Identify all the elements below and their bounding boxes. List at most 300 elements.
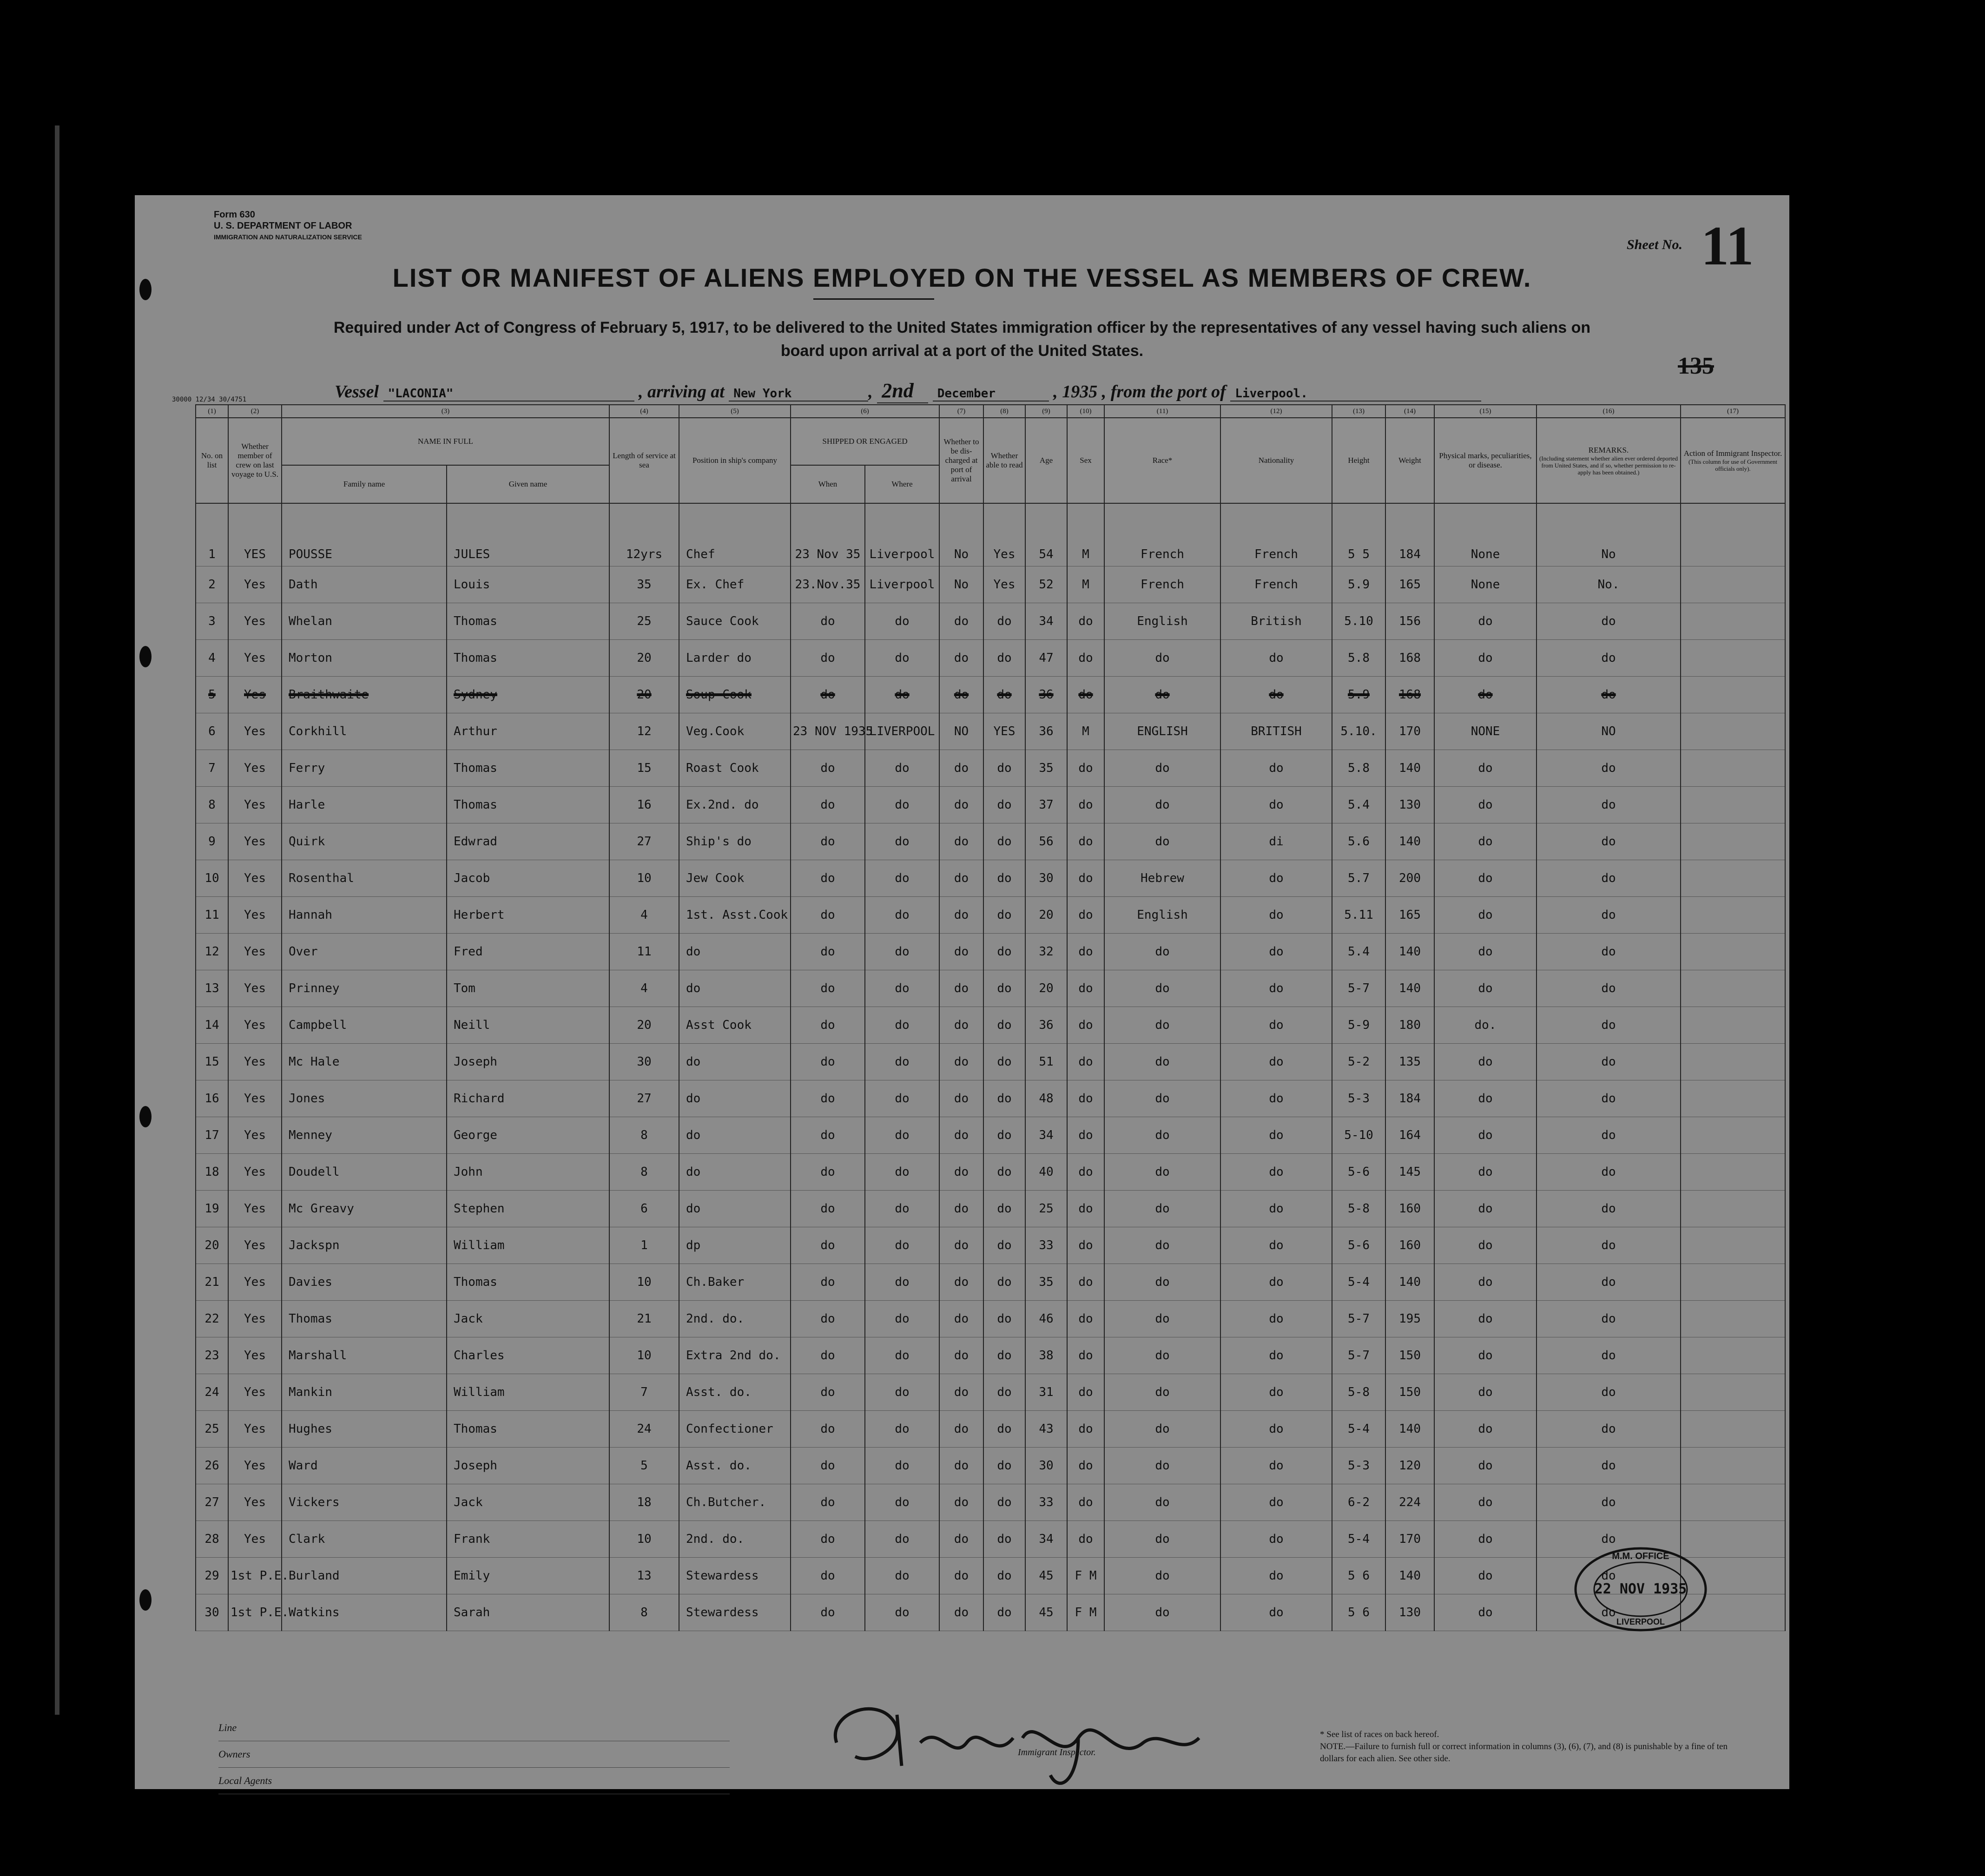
header-read: Whether able to read bbox=[983, 418, 1025, 503]
table-row bbox=[196, 603, 1785, 640]
cell-where: do bbox=[865, 897, 939, 934]
cell-member: Yes bbox=[228, 970, 282, 1007]
column-number: (8) bbox=[983, 405, 1025, 418]
cell-sex: do bbox=[1067, 934, 1104, 970]
cell-race: Hebrew bbox=[1104, 860, 1220, 897]
cell-remarks: do bbox=[1537, 1521, 1681, 1558]
cell-race: do bbox=[1104, 1227, 1220, 1264]
penalty-note: NOTE.—Failure to furnish full or correct information in columns (3), (6), (7), and (8) is punishable by a fine of ten dollars for each alien. See other side. bbox=[1320, 1742, 1728, 1764]
cell-action bbox=[1681, 860, 1785, 897]
cell-height: 5-7 bbox=[1332, 970, 1385, 1007]
cell-age: 34 bbox=[1025, 603, 1067, 640]
cell-service: 10 bbox=[609, 860, 679, 897]
cell-nationality: do bbox=[1220, 970, 1332, 1007]
cell-position: Jew Cook bbox=[679, 860, 791, 897]
arrival-year: , 1935 bbox=[1053, 382, 1098, 402]
cell-discharged: do bbox=[939, 860, 983, 897]
table-row bbox=[196, 640, 1785, 677]
cell-no: 27 bbox=[196, 1484, 228, 1521]
cell-when: do bbox=[791, 640, 865, 677]
cell-where: do bbox=[865, 1117, 939, 1154]
table-row bbox=[196, 1007, 1785, 1044]
cell-no: 15 bbox=[196, 1044, 228, 1080]
cell-family: Harle bbox=[282, 787, 447, 823]
cell-given: John bbox=[447, 1154, 609, 1191]
cell-family: Whelan bbox=[282, 603, 447, 640]
cell-position: Roast Cook bbox=[679, 750, 791, 787]
cell-action bbox=[1681, 640, 1785, 677]
cell-age: 37 bbox=[1025, 787, 1067, 823]
cell-where: do bbox=[865, 1594, 939, 1631]
cell-member: Yes bbox=[228, 1264, 282, 1301]
table-row bbox=[196, 1484, 1785, 1521]
cell-age: 31 bbox=[1025, 1374, 1067, 1411]
cell-no: 18 bbox=[196, 1154, 228, 1191]
cell-member: Yes bbox=[228, 1337, 282, 1374]
cell-physical: do bbox=[1434, 1227, 1537, 1264]
cell-action bbox=[1681, 934, 1785, 970]
cell-race: do bbox=[1104, 1521, 1220, 1558]
departure-port: Liverpool. bbox=[1230, 387, 1481, 402]
cell-remarks: do bbox=[1537, 1044, 1681, 1080]
cell-given: Sarah bbox=[447, 1594, 609, 1631]
cell-service: 12 bbox=[609, 713, 679, 750]
cell-member: Yes bbox=[228, 823, 282, 860]
cell-discharged: do bbox=[939, 1337, 983, 1374]
cell-service: 10 bbox=[609, 1521, 679, 1558]
cell-height: 5-7 bbox=[1332, 1301, 1385, 1337]
cell-discharged: do bbox=[939, 934, 983, 970]
cell-read: do bbox=[983, 934, 1025, 970]
cell-action bbox=[1681, 1448, 1785, 1484]
cell-race: do bbox=[1104, 1080, 1220, 1117]
cell-family: Morton bbox=[282, 640, 447, 677]
cell-given: William bbox=[447, 1374, 609, 1411]
cell-sex: do bbox=[1067, 1374, 1104, 1411]
vessel-name: "LACONIA" bbox=[383, 387, 634, 402]
cell-physical: do bbox=[1434, 1117, 1537, 1154]
cell-read: do bbox=[983, 1117, 1025, 1154]
cell-read: do bbox=[983, 1264, 1025, 1301]
cell-member: Yes bbox=[228, 1301, 282, 1337]
cell-age: 35 bbox=[1025, 1264, 1067, 1301]
cell-given: Jacob bbox=[447, 860, 609, 897]
cell-nationality: do bbox=[1220, 1594, 1332, 1631]
cell-race: do bbox=[1104, 1411, 1220, 1448]
action-note: (This column for use of Government officials only). bbox=[1688, 458, 1777, 472]
cell-action bbox=[1681, 1411, 1785, 1448]
cell-member: YES bbox=[228, 503, 282, 566]
cell-discharged: do bbox=[939, 1264, 983, 1301]
vessel-label: Vessel bbox=[335, 382, 379, 402]
cell-discharged: do bbox=[939, 1448, 983, 1484]
table-row bbox=[196, 713, 1785, 750]
cell-weight: 140 bbox=[1385, 1411, 1434, 1448]
column-number: (10) bbox=[1067, 405, 1104, 418]
cell-position: Ch.Butcher. bbox=[679, 1484, 791, 1521]
cell-family: Braithwaite bbox=[282, 677, 447, 713]
cell-member: Yes bbox=[228, 1117, 282, 1154]
column-number: (4) bbox=[609, 405, 679, 418]
cell-weight: 170 bbox=[1385, 1521, 1434, 1558]
cell-nationality: do bbox=[1220, 1374, 1332, 1411]
cell-family: Ward bbox=[282, 1448, 447, 1484]
cell-height: 5.4 bbox=[1332, 934, 1385, 970]
cell-sex: do bbox=[1067, 1448, 1104, 1484]
cell-remarks: do bbox=[1537, 1374, 1681, 1411]
cell-nationality: do bbox=[1220, 1484, 1332, 1521]
cell-when: do bbox=[791, 970, 865, 1007]
sheet-number: 11 bbox=[1701, 215, 1754, 276]
cell-when: do bbox=[791, 1191, 865, 1227]
cell-nationality: do bbox=[1220, 1044, 1332, 1080]
column-number: (1) bbox=[196, 405, 228, 418]
owners-label: Owners bbox=[218, 1741, 730, 1768]
table-row bbox=[196, 1191, 1785, 1227]
column-numbers-row bbox=[196, 405, 1785, 418]
cell-discharged: do bbox=[939, 1558, 983, 1594]
cell-discharged: do bbox=[939, 1594, 983, 1631]
cell-remarks: No bbox=[1537, 503, 1681, 566]
cell-no: 2 bbox=[196, 566, 228, 603]
cell-when: do bbox=[791, 1264, 865, 1301]
cell-physical: do bbox=[1434, 823, 1537, 860]
cell-given: Neill bbox=[447, 1007, 609, 1044]
cell-physical: do bbox=[1434, 934, 1537, 970]
cell-age: 45 bbox=[1025, 1594, 1067, 1631]
cell-given: Charles bbox=[447, 1337, 609, 1374]
cell-height: 5.8 bbox=[1332, 750, 1385, 787]
cell-position: Confectioner bbox=[679, 1411, 791, 1448]
cell-no: 9 bbox=[196, 823, 228, 860]
cell-remarks: do bbox=[1537, 1227, 1681, 1264]
department: U. S. DEPARTMENT OF LABOR bbox=[214, 221, 352, 231]
cell-position: do bbox=[679, 970, 791, 1007]
table-row bbox=[196, 1044, 1785, 1080]
arrival-port: New York bbox=[729, 387, 868, 402]
cell-position: Sauce Cook bbox=[679, 603, 791, 640]
cell-race: French bbox=[1104, 566, 1220, 603]
cell-weight: 140 bbox=[1385, 1264, 1434, 1301]
cell-remarks: do bbox=[1537, 1154, 1681, 1191]
cell-nationality: do bbox=[1220, 1301, 1332, 1337]
cell-no: 29 bbox=[196, 1558, 228, 1594]
cell-discharged: do bbox=[939, 823, 983, 860]
cell-physical: do bbox=[1434, 1264, 1537, 1301]
cell-when: do bbox=[791, 1374, 865, 1411]
cell-weight: 160 bbox=[1385, 1227, 1434, 1264]
header-discharged: Whether to be dis-charged at port of arrival bbox=[939, 418, 983, 503]
table-row bbox=[196, 1227, 1785, 1264]
header-nationality: Nationality bbox=[1220, 418, 1332, 503]
cell-age: 54 bbox=[1025, 503, 1067, 566]
cell-no: 26 bbox=[196, 1448, 228, 1484]
footer-labels bbox=[218, 1715, 730, 1794]
page-title: LIST OR MANIFEST OF ALIENS EMPLOYED ON THE VESSEL AS MEMBERS OF CREW. bbox=[392, 263, 1532, 292]
cell-family: Quirk bbox=[282, 823, 447, 860]
cell-height: 5-4 bbox=[1332, 1521, 1385, 1558]
cell-when: do bbox=[791, 750, 865, 787]
cell-nationality: BRITISH bbox=[1220, 713, 1332, 750]
cell-where: do bbox=[865, 823, 939, 860]
cell-sex: M bbox=[1067, 503, 1104, 566]
cell-given: Fred bbox=[447, 934, 609, 970]
cell-read: do bbox=[983, 1594, 1025, 1631]
cell-sex: F M bbox=[1067, 1594, 1104, 1631]
table-row bbox=[196, 1448, 1785, 1484]
header-where: Where bbox=[865, 465, 939, 503]
cell-read: Yes bbox=[983, 503, 1025, 566]
cell-weight: 168 bbox=[1385, 640, 1434, 677]
cell-position: Ex. Chef bbox=[679, 566, 791, 603]
cell-height: 5.10 bbox=[1332, 603, 1385, 640]
cell-action bbox=[1681, 1080, 1785, 1117]
cell-where: do bbox=[865, 1191, 939, 1227]
column-number: (14) bbox=[1385, 405, 1434, 418]
cell-no: 17 bbox=[196, 1117, 228, 1154]
cell-action bbox=[1681, 1337, 1785, 1374]
cell-weight: 140 bbox=[1385, 970, 1434, 1007]
cell-family: Vickers bbox=[282, 1484, 447, 1521]
cell-family: Watkins bbox=[282, 1594, 447, 1631]
cell-position: 2nd. do. bbox=[679, 1521, 791, 1558]
cell-member: Yes bbox=[228, 603, 282, 640]
crew-rows bbox=[196, 503, 1785, 1631]
cell-height: 5.4 bbox=[1332, 787, 1385, 823]
cell-when: do bbox=[791, 787, 865, 823]
cell-no: 11 bbox=[196, 897, 228, 934]
cell-physical: do bbox=[1434, 750, 1537, 787]
cell-where: do bbox=[865, 970, 939, 1007]
cell-member: Yes bbox=[228, 1448, 282, 1484]
action-title: Action of Immigrant Inspector. bbox=[1683, 449, 1782, 458]
cell-sex: do bbox=[1067, 1411, 1104, 1448]
cell-where: do bbox=[865, 1264, 939, 1301]
cell-height: 5-3 bbox=[1332, 1080, 1385, 1117]
cell-family: Marshall bbox=[282, 1337, 447, 1374]
cell-when: do bbox=[791, 1411, 865, 1448]
table-row bbox=[196, 503, 1785, 566]
cell-height: 5-3 bbox=[1332, 1448, 1385, 1484]
cell-when: do bbox=[791, 1117, 865, 1154]
cell-remarks: No. bbox=[1537, 566, 1681, 603]
cell-height: 5-4 bbox=[1332, 1411, 1385, 1448]
cell-read: do bbox=[983, 1558, 1025, 1594]
cell-age: 20 bbox=[1025, 897, 1067, 934]
cell-read: Yes bbox=[983, 566, 1025, 603]
cell-remarks: do bbox=[1537, 1117, 1681, 1154]
arriving-label: , arriving at bbox=[639, 382, 725, 402]
cell-race: English bbox=[1104, 603, 1220, 640]
table-row bbox=[196, 1264, 1785, 1301]
cell-when: do bbox=[791, 1080, 865, 1117]
cell-member: Yes bbox=[228, 1154, 282, 1191]
cell-where: Liverpool bbox=[865, 566, 939, 603]
cell-service: 25 bbox=[609, 603, 679, 640]
cell-member: Yes bbox=[228, 1521, 282, 1558]
cell-action bbox=[1681, 1044, 1785, 1080]
cell-read: do bbox=[983, 750, 1025, 787]
cell-where: Liverpool bbox=[865, 503, 939, 566]
cell-sex: F M bbox=[1067, 1558, 1104, 1594]
cell-family: Burland bbox=[282, 1558, 447, 1594]
table-row bbox=[196, 823, 1785, 860]
cell-remarks: do bbox=[1537, 750, 1681, 787]
cell-no: 5 bbox=[196, 677, 228, 713]
cell-nationality: di bbox=[1220, 823, 1332, 860]
header-when: When bbox=[791, 465, 865, 503]
cell-no: 6 bbox=[196, 713, 228, 750]
cell-service: 12yrs bbox=[609, 503, 679, 566]
cell-service: 24 bbox=[609, 1411, 679, 1448]
cell-no: 12 bbox=[196, 934, 228, 970]
cell-remarks: do bbox=[1537, 934, 1681, 970]
cell-read: do bbox=[983, 1007, 1025, 1044]
cell-discharged: do bbox=[939, 677, 983, 713]
cell-given: Arthur bbox=[447, 713, 609, 750]
cell-nationality: do bbox=[1220, 1411, 1332, 1448]
cell-remarks: do bbox=[1537, 1448, 1681, 1484]
cell-service: 18 bbox=[609, 1484, 679, 1521]
cell-race: French bbox=[1104, 503, 1220, 566]
cell-given: Stephen bbox=[447, 1191, 609, 1227]
line-label: Line bbox=[218, 1715, 730, 1741]
cell-when: do bbox=[791, 1154, 865, 1191]
cell-physical: do bbox=[1434, 1337, 1537, 1374]
cell-weight: 184 bbox=[1385, 1080, 1434, 1117]
header-race: Race* bbox=[1104, 418, 1220, 503]
cell-when: do bbox=[791, 1558, 865, 1594]
cell-action bbox=[1681, 1007, 1785, 1044]
cell-race: do bbox=[1104, 787, 1220, 823]
cell-discharged: do bbox=[939, 1411, 983, 1448]
cell-physical: do bbox=[1434, 1080, 1537, 1117]
cell-when: do bbox=[791, 897, 865, 934]
cell-race: do bbox=[1104, 1337, 1220, 1374]
column-number: (2) bbox=[228, 405, 282, 418]
cell-no: 14 bbox=[196, 1007, 228, 1044]
service: IMMIGRATION AND NATURALIZATION SERVICE bbox=[214, 233, 362, 241]
cell-given: Emily bbox=[447, 1558, 609, 1594]
cell-member: Yes bbox=[228, 1484, 282, 1521]
cell-when: do bbox=[791, 860, 865, 897]
cell-weight: 224 bbox=[1385, 1484, 1434, 1521]
cell-height: 5.8 bbox=[1332, 640, 1385, 677]
cell-family: Clark bbox=[282, 1521, 447, 1558]
cell-physical: do bbox=[1434, 1411, 1537, 1448]
cell-remarks: do bbox=[1537, 1337, 1681, 1374]
cell-family: Mc Greavy bbox=[282, 1191, 447, 1227]
cell-read: do bbox=[983, 1080, 1025, 1117]
cell-read: do bbox=[983, 1227, 1025, 1264]
cell-weight: 164 bbox=[1385, 1117, 1434, 1154]
cell-age: 30 bbox=[1025, 1448, 1067, 1484]
cell-family: Hannah bbox=[282, 897, 447, 934]
cell-action bbox=[1681, 1117, 1785, 1154]
header-weight: Weight bbox=[1385, 418, 1434, 503]
cell-physical: do bbox=[1434, 1594, 1537, 1631]
agents-label: Local Agents bbox=[218, 1768, 730, 1794]
column-number: (9) bbox=[1025, 405, 1067, 418]
cell-position: Ex.2nd. do bbox=[679, 787, 791, 823]
cell-nationality: do bbox=[1220, 1080, 1332, 1117]
cell-member: Yes bbox=[228, 1374, 282, 1411]
cell-member: Yes bbox=[228, 713, 282, 750]
cell-where: do bbox=[865, 787, 939, 823]
cell-read: do bbox=[983, 1154, 1025, 1191]
cell-age: 51 bbox=[1025, 1044, 1067, 1080]
cell-action bbox=[1681, 1264, 1785, 1301]
cell-race: do bbox=[1104, 970, 1220, 1007]
cell-member: Yes bbox=[228, 1411, 282, 1448]
cell-read: do bbox=[983, 1337, 1025, 1374]
crew-manifest-table bbox=[195, 404, 1786, 1631]
cell-age: 34 bbox=[1025, 1117, 1067, 1154]
cell-position: do bbox=[679, 1080, 791, 1117]
cell-family: Jackspn bbox=[282, 1227, 447, 1264]
header-service: Length of service at sea bbox=[609, 418, 679, 503]
table-row bbox=[196, 970, 1785, 1007]
cell-read: do bbox=[983, 1411, 1025, 1448]
cell-no: 4 bbox=[196, 640, 228, 677]
cell-service: 7 bbox=[609, 1374, 679, 1411]
cell-when: 23.Nov.35 bbox=[791, 566, 865, 603]
cell-service: 11 bbox=[609, 934, 679, 970]
cell-weight: 200 bbox=[1385, 860, 1434, 897]
cell-physical: do bbox=[1434, 1191, 1537, 1227]
cell-read: do bbox=[983, 1191, 1025, 1227]
cell-sex: do bbox=[1067, 1227, 1104, 1264]
cell-discharged: do bbox=[939, 1117, 983, 1154]
cell-weight: 140 bbox=[1385, 1558, 1434, 1594]
cell-family: Jones bbox=[282, 1080, 447, 1117]
cell-family: POUSSE bbox=[282, 503, 447, 566]
stamp-date: 22 NOV 1935 bbox=[1594, 1581, 1687, 1597]
cell-member: Yes bbox=[228, 1191, 282, 1227]
cell-member: 1st P.E. bbox=[228, 1594, 282, 1631]
cell-sex: do bbox=[1067, 1484, 1104, 1521]
table-row bbox=[196, 787, 1785, 823]
cell-remarks: NO bbox=[1537, 713, 1681, 750]
cell-service: 30 bbox=[609, 1044, 679, 1080]
cell-sex: M bbox=[1067, 713, 1104, 750]
cell-family: Dath bbox=[282, 566, 447, 603]
cell-service: 5 bbox=[609, 1448, 679, 1484]
cell-action bbox=[1681, 897, 1785, 934]
cell-age: 38 bbox=[1025, 1337, 1067, 1374]
cell-sex: do bbox=[1067, 1301, 1104, 1337]
cell-no: 3 bbox=[196, 603, 228, 640]
form-code: 30000 12/34 30/4751 bbox=[172, 396, 247, 403]
cell-physical: do bbox=[1434, 1558, 1537, 1594]
table-row bbox=[196, 677, 1785, 713]
column-number: (7) bbox=[939, 405, 983, 418]
cell-read: do bbox=[983, 1484, 1025, 1521]
cell-discharged: do bbox=[939, 1154, 983, 1191]
cell-service: 20 bbox=[609, 640, 679, 677]
cell-where: do bbox=[865, 603, 939, 640]
inspector-signature bbox=[818, 1687, 1273, 1789]
table-row bbox=[196, 1337, 1785, 1374]
header-sex: Sex bbox=[1067, 418, 1104, 503]
cell-discharged: do bbox=[939, 1191, 983, 1227]
cell-physical: do bbox=[1434, 970, 1537, 1007]
cell-when: do bbox=[791, 1594, 865, 1631]
cell-height: 5.9 bbox=[1332, 566, 1385, 603]
column-number: (3) bbox=[282, 405, 609, 418]
cell-race: do bbox=[1104, 1484, 1220, 1521]
header-position: Position in ship's company bbox=[679, 418, 791, 503]
